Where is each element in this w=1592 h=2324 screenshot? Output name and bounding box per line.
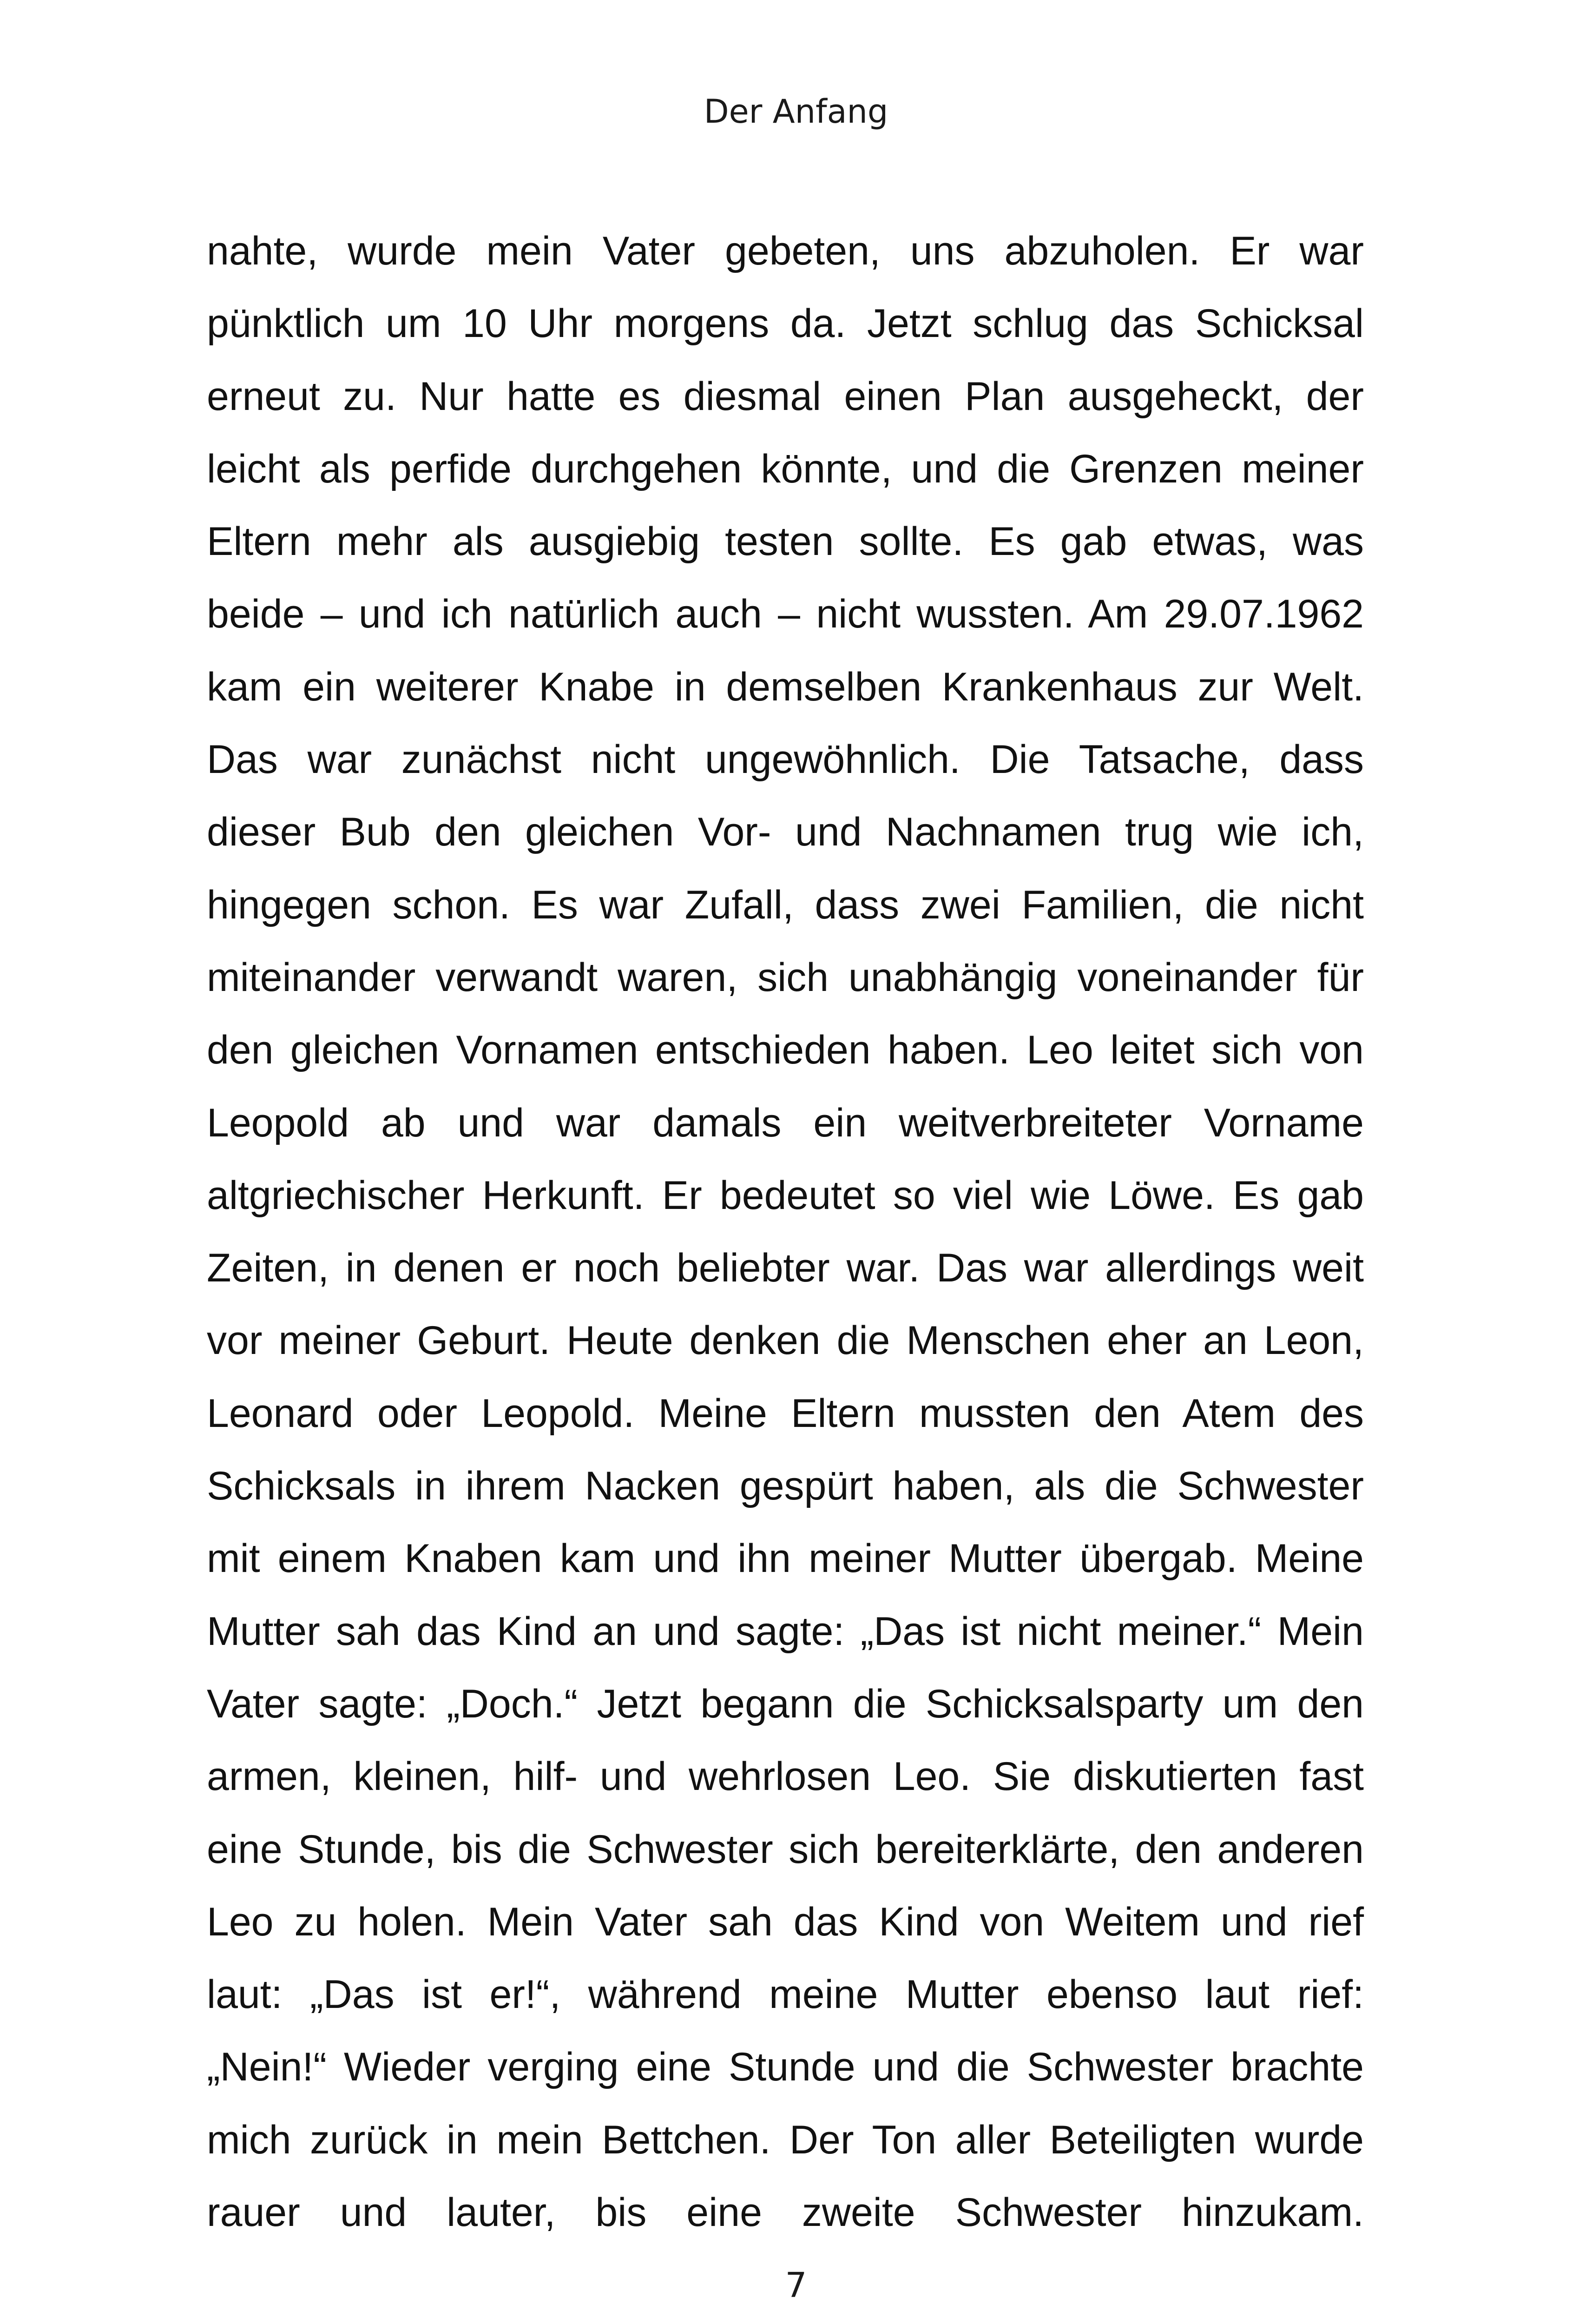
text-line: mit einem Knaben kam und ihn meiner Mutter übergab. Meine [207,1536,1364,1581]
text-line: mich zurück in mein Bettchen. Der Ton aller Beteiligten wurde [207,2117,1364,2162]
text-line: rauer und lauter, bis eine zweite Schwester hinzukam. [207,2190,1364,2235]
text-line: miteinander verwandt waren, sich unabhängig voneinander für [207,955,1364,1000]
text-line: erneut zu. Nur hatte es diesmal einen Plan ausgeheckt, der [207,374,1364,419]
text-line: Leopold ab und war damals ein weitverbreiteter Vorname [207,1100,1364,1145]
text-line: pünktlich um 10 Uhr morgens da. Jetzt schlug das Schicksal [207,301,1364,346]
text-line: Mutter sah das Kind an und sagte: „Das ist nicht meiner.“ Mein [207,1609,1364,1654]
text-line: Vater sagte: „Doch.“ Jetzt begann die Schicksalsparty um den [207,1681,1364,1726]
text-line: den gleichen Vornamen entschieden haben. Leo leitet sich von [207,1028,1364,1073]
text-line: leicht als perfide durchgehen könnte, und die Grenzen meiner [207,446,1364,491]
text-line: laut: „Das ist er!“, während meine Mutter ebenso laut rief: [207,1972,1364,2017]
text-line: Leonard oder Leopold. Meine Eltern mussten den Atem des [207,1391,1364,1436]
text-line: nahte, wurde mein Vater gebeten, uns abzuholen. Er war [207,229,1364,273]
text-line: eine Stunde, bis die Schwester sich bereiterklärte, den anderen [207,1827,1364,1872]
text-line: Das war zunächst nicht ungewöhnlich. Die Tatsache, dass [207,737,1364,782]
text-line: hingegen schon. Es war Zufall, dass zwei Familien, die nicht [207,882,1364,927]
page-number: 7 [785,2265,807,2305]
text-line: dieser Bub den gleichen Vor- und Nachnamen trug wie ich, [207,810,1364,855]
text-line: vor meiner Geburt. Heute denken die Menschen eher an Leon, [207,1318,1364,1363]
text-line: beide – und ich natürlich auch – nicht wussten. Am 29.07.1962 [207,592,1364,637]
text-line: altgriechischer Herkunft. Er bedeutet so viel wie Löwe. Es gab [207,1173,1364,1218]
text-line: Schicksals in ihrem Nacken gespürt haben, als die Schwester [207,1464,1364,1509]
running-header: Der Anfang [704,92,888,131]
text-line: „Nein!“ Wieder verging eine Stunde und die Schwester brachte [207,2045,1364,2090]
text-line: Leo zu holen. Mein Vater sah das Kind von Weitem und rief [207,1899,1364,1944]
text-line: Zeiten, in denen er noch beliebter war. Das war allerdings weit [207,1246,1364,1291]
text-line: Eltern mehr als ausgiebig testen sollte. Es gab etwas, was [207,519,1364,564]
body-text [207,215,1364,2249]
text-line: kam ein weiterer Knabe in demselben Krankenhaus zur Welt. [207,664,1364,709]
text-line: armen, kleinen, hilf- und wehrlosen Leo. Sie diskutierten fast [207,1754,1364,1799]
